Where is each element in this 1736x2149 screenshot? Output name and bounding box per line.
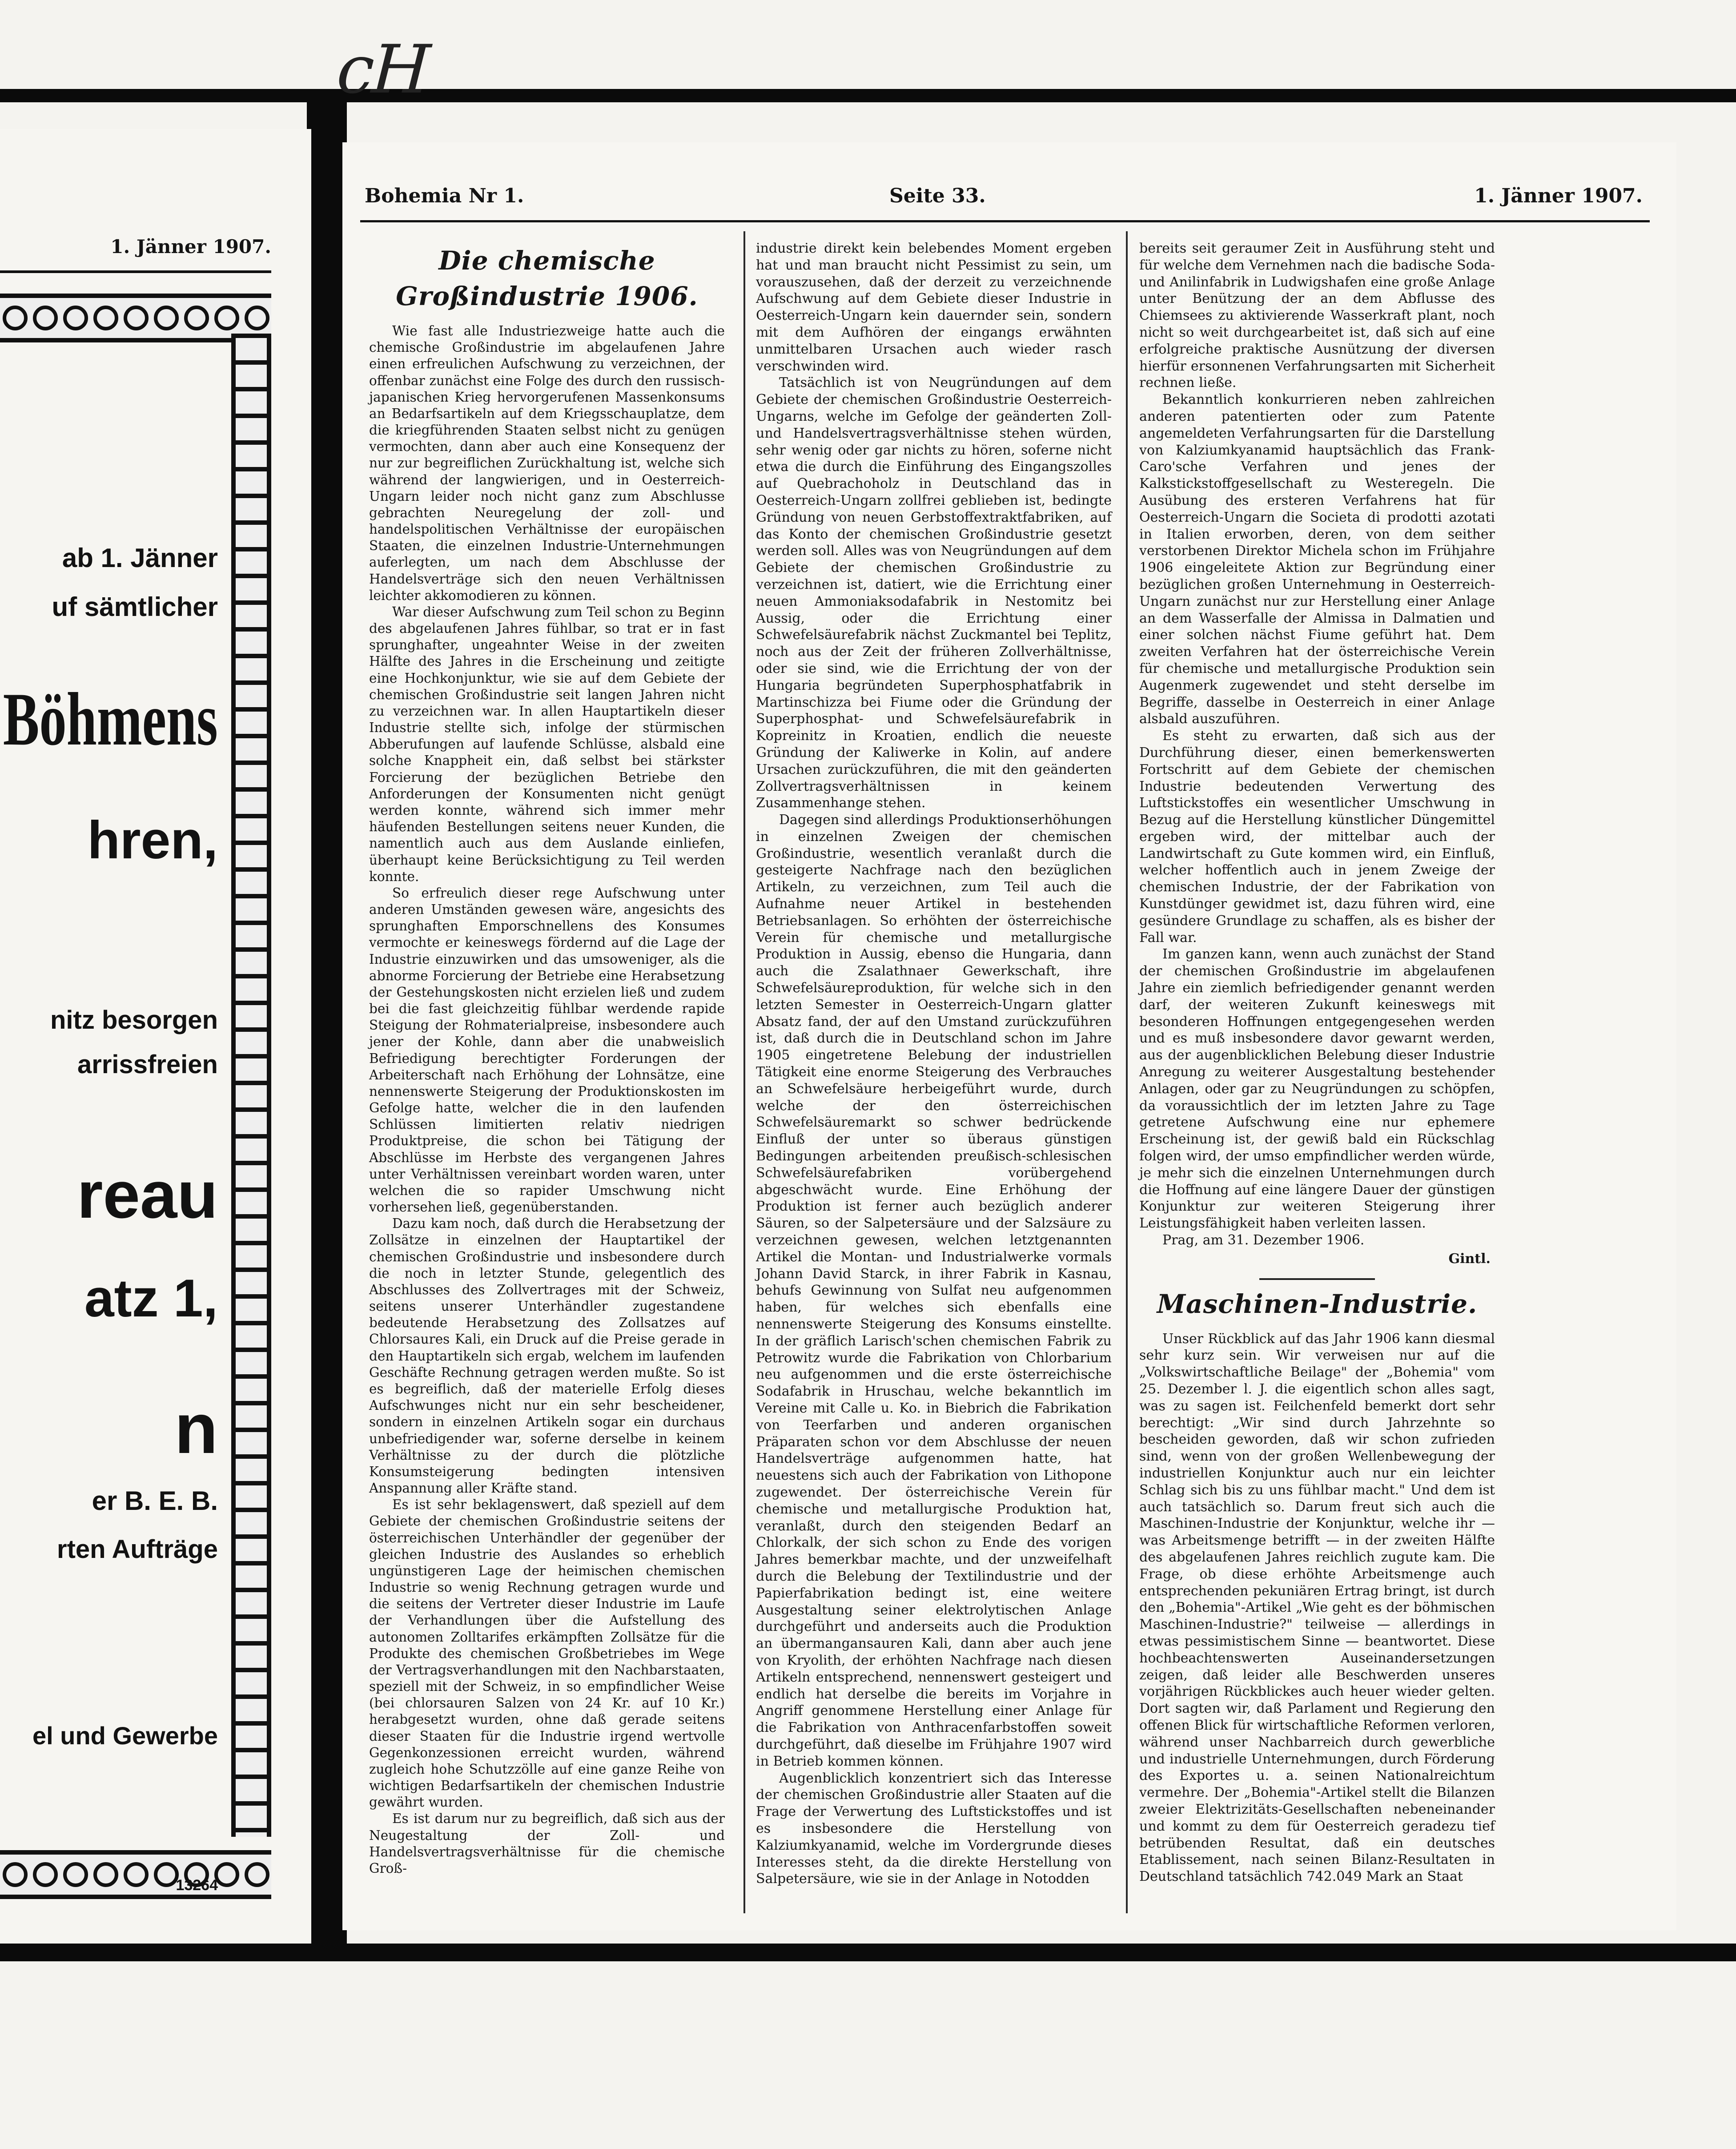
paragraph: Tatsächlich ist von Neugründungen auf dem Gebiete der chemischen Großindustrie Oesterreich-Ungarns, welche im Gefolge der geänderten Zoll- und Handelsvertragsverhältnisse stehen würden, sehr wenig oder gar nichts zu hören, soferne nicht etwa die durch die Einführung des Eingangszolles auf Quebrachoholz in Deutschland das in Oesterreich-Ungarn zollfrei geblieben ist, bedingte Gründung von neuen Gerbstoffextraktfabriken, auf das Konto der chemischen Großindustrie gesetzt werden soll. Alles was von Neugründungen auf dem Gebiete der chemischen Großindustrie zu verzeichnen ist, datiert, wie die Errichtung einer neuen Ammoniaksodafabrik in Nestomitz bei Aussig, oder die Errichtung einer Schwefelsäurefabrik nächst Zuckmantel bei Teplitz, noch aus der Zeit der früheren Zollverhältnisse, oder sie sind, wie die Errichtung der von der Hungaria begründeten Superphosphatfabrik in Martinschizza bei Fiume oder die Gründung der Superphosphat- und Schwefelsäurefabrik in Kopreinitz in Kroatien, endlich die neueste Gründung der Kaliwerke in Kolin, auf andere Ursachen zurückzuführen, die mit den geänderten Zollvertragsverhältnissen in keinem Zusammenhange stehen. [756,375,1112,811]
paragraph: industrie direkt kein belebendes Moment ergeben hat und man braucht nicht Pessimist zu sein, um vorauszusehen, daß der derzeit zu verzeichnende Aufschwung auf dem Gebiete dieser Industrie in Oesterreich-Ungarn kein dauernder sein, sondern mit dem Aufhören der eingangs erwähnten unmittelbaren Ursachen auch wieder rasch verschwinden wird. [756,241,1112,374]
article-title-chemische: Die chemische Großindustrie 1906. [396,245,698,311]
paragraph: Bekanntlich konkurrieren neben zahlreichen anderen patentierten oder zum Patente angemeldeten Verfahrungsarten für die Darstellung von Kalziumkyanamid hauptsächlich das Frank-Caro'sche Verfahren und jenes der Kalkstickstoffgesellschaft zu Westeregeln. Die Ausübung des ersteren Verfahrens hat für Oesterreich-Ungarn die Societa di prodotti azotati in Italien erworben, deren, von dem seither verstorbenen Direktor Michela schon im Frühjahre 1906 eingeleitete Aktion zur Begründung einer bezüglichen großen Unternehmung in Oesterreich-Ungarn zunächst nur zur Herstellung einer Anlage an dem Wasserfalle der Almissa in Dalmatien und einer solchen nächst Fiume geführt hat. Dem zweiten Verfahren hat der österreichische Verein für chemische und metallurgische Produktion sein Augenmerk zugewendet und steht derselbe im Begriffe, dasselbe in Oesterreich in einer Anlage alsbald auszuführen. [1139,392,1495,727]
paragraph: War dieser Aufschwung zum Teil schon zu Beginn des abgelaufenen Jahres fühlbar, so trat er in fast sprunghafter, ungeahnter Weise in der zweiten Hälfte des Jahres in die Erscheinung und zeitigte eine Hochkonjunktur, wie sie auf dem Gebiete der chemischen Großindustrie seit langen Jahren nicht zu verzeichnen war. In allen Hauptartikeln dieser Industrie stellte sich, infolge der stürmischen Abberufungen auf laufende Schlüsse, alsbald eine solche Knappheit ein, daß selbst bei stärkster Forcierung der bezüglichen Betriebe den Anforderungen der Konsumenten nicht genügt werden konnte, während sich immer mehr häufenden Bestellungen seitens neuer Kunden, die namentlich auch aus dem Auslande einliefen, überhaupt keine Berücksichtigung zu Teil werden konnte. [369,604,725,884]
header-masthead: Bohemia Nr 1. [365,185,524,207]
ad-line-11: rten Aufträge [57,1535,218,1564]
header-page-number: Seite 33. [889,185,986,207]
paragraph: Es ist sehr beklagenswert, daß speziell auf dem Gebiete der chemischen Großindustrie seitens der österreichischen Unterhändler der gegenüber der gleichen Industrie des Auslandes so erheblich ungünstigeren Lage der heimischen chemischen Industrie so wenig Rechnung getragen wurde und die seitens der Vertreter dieser Industrie im Laufe der Verhandlungen über die Aufstellung des autonomen Zolltarifes erkämpften Zollsätze für die Produkte des chemischen Großbetriebes im Wege der Vertragsverhandlungen mit den Nachbarstaaten, speziell mit der Schweiz, in so empfindlicher Weise (bei chlorsauren Salzen von 24 Kr. auf 10 Kr.) herabgesetzt wurden, ohne daß gerade seitens dieser Staaten für die Industrie irgend wertvolle Gegenkonzessionen erreicht wurden, während zugleich hohe Schutzzölle auf eine ganze Reihe von wichtigen Bedarfsartikeln der chemischen Industrie gewährt wurden. [369,1497,725,1810]
left-page-rule [0,270,271,273]
ad-line-8: atz 1, [84,1268,218,1328]
ad-line-6: arrissfreien [77,1050,218,1079]
archive-corner-mark: cH [328,31,436,109]
header-date: 1. Jänner 1907. [1474,185,1643,207]
column-rule-2 [1126,231,1128,1913]
left-page-date: 1. Jänner 1907. [110,236,271,258]
article-signature: Gintl. [1448,1251,1491,1267]
article-column-3 [1139,240,1495,1885]
article-signoff: Prag, am 31. Dezember 1906. [1162,1232,1365,1248]
page-header [365,185,1643,216]
article-column-1 [369,240,725,1877]
paragraph: Im ganzen kann, wenn auch zunächst der Stand der chemischen Großindustrie im abgelaufenen Jahre ein ziemlich befriedigender genannt werden darf, der weiteren Zukunft keineswegs mit besonderen Hoffnungen entgegengesehen werden und es muß insbesondere davor gewarnt werden, aus der augenblicklichen Belebung dieser Industrie Anregung zu weiterer Ausgestaltung bestehender Anlagen, oder gar zu Neugründungen zu schöpfen, da voraussichtlich der im letzten Jahre zu Tage getretene Aufschwung eine nur ephemere Erscheinung ist, der gewiß bald ein Rückschlag folgen wird, der umso empfindlicher werden würde, je mehr sich die einzelnen Unternehmungen durch die Hoffnung auf eine längere Dauer der günstigen Konjunktur zur weiteren Steigerung ihrer Leistungsfähigkeit haben verleiten lassen. [1139,946,1495,1231]
paragraph: So erfreulich dieser rege Aufschwung unter anderen Umständen gewesen wäre, angesichts des sprunghaften Emporschnellens des Konsumes vermochte er keineswegs fördernd auf die Lage der Industrie einzuwirken und das umsoweniger, als die abnorme Forcierung der Betriebe eine Herabsetzung der Gestehungskosten nicht erzielen ließ und zudem bei die fast gleichzeitig fühlbar werdende rapide Steigung der Rohmaterialpreise, insbesondere auch jener der Kohle, dann aber die unabweislich Befriedigung berechtigter Forderungen der Arbeiterschaft nach Erhöhung der Lohnsätze, eine nennenswerte Steigerung der Produktionskosten im Gefolge hatte, welcher die in den laufenden Schlüssen limitierten relativ niedrigen Produktpreise, die schon bei Tätigung der Abschlüsse im Herbste des vergangenen Jahres unter Verhältnissen vereinbart worden waren, unter welchen die so rapider Umschwung nicht vorhersehen ließ, gegenüberstanden. [369,885,725,1215]
article-column-2 [756,240,1112,1887]
ad-line-9: n [174,1388,218,1468]
ad-line-10: er B. E. B. [92,1486,218,1516]
paragraph: bereits seit geraumer Zeit in Ausführung steht und für welche dem Vernehmen nach die badische Soda- und Anilinfabrik in Ludwigshafen eine große Anlage unter Benützung der an dem Abflusse des Chiemsees zu aktivierende Wasserkraft plant, noch nicht so weit durchgearbeitet ist, daß sich auf eine erfolgreiche praktische Ausnützung der diversen hierfür ersonnenen Verfahrungsarten mit Sicherheit rechnen ließe. [1139,241,1495,391]
paragraph: Es steht zu erwarten, daß sich aus der Durchführung dieser, einen bemerkenswerten Fortschritt auf dem Gebiete der chemischen Industrie bedeutenden Verwertung des Luftstickstoffes ein wesentlicher Umschwung in Bezug auf die Herstellung künstlicher Düngemittel ergeben wird, der mittelbar auch der Landwirtschaft zu Gute kommen wird, ein Einfluß, welcher hoffentlich auch in jenem Zweige der chemischen Industrie, der der Fabrikation von Kunstdünger gewidmet ist, dazu führen wird, eine gesündere Grundlage zu schaffen, als es bisher der Fall war. [1139,728,1495,946]
ad-line-1: ab 1. Jänner [62,543,218,573]
ad-line-3: Böhmens [3,677,218,761]
ad-number: 13264 [176,1877,218,1894]
scan-gutter [307,98,347,1948]
article-title-maschinen: Maschinen-Industrie. [1157,1288,1478,1319]
paragraph: Dazu kam noch, daß durch die Herabsetzung der Zollsätze in einzelnen der Hauptartikel der chemischen Großindustrie und insbesondere durch die noch in letzter Stunde, gelegentlich des Abschlusses des Zollvertrages mit der Schweiz, seitens unserer Unterhändler zugestandene bedeutende Herabsetzung des Zollsatzes auf Chlorsaures Kali, ein Druck auf die Preise gerade in den Hauptartikeln sich ergab, welchem im laufenden Geschäfte Rechnung getragen werden mußte. So ist es begreiflich, daß der materielle Erfolg dieses Aufschwunges nicht nur ein sehr bescheidener, sondern in einzelnen Artikeln sogar ein durchaus unbefriedigender war, soferne derselbe in keinem Verhältnisse zu der durch die plötzliche Konsumsteigerung bedingten intensiven Anspannung aller Kräfte stand. [369,1216,725,1496]
ornament-band-bottom [0,1850,271,1899]
ad-line-5: nitz besorgen [50,1006,218,1034]
paragraph: Dagegen sind allerdings Produktionserhöhungen in einzelnen Zweigen der chemischen Großindustrie, wesentlich veranlaßt durch die gesteigerte Nachfrage nach den bezüglichen Artikeln, zu verzeichnen, zum Teil auch die Aufnahme neuer Artikel in bestehenden Betriebsanlagen. So erhöhten der österreichische Verein für chemische und metallurgische Produktion in Aussig, ebenso die Hungaria, dann auch die Zsalathnaer Gewerkschaft, ihre Schwefelsäureproduktion, für welche sich in den letzten Semester in Oesterreich-Ungarn glatter Absatz fand, der auf den Umstand zurückzuführen ist, daß durch die in Deutschland schon im Jahre 1905 eingetretene Belebung der industriellen Tätigkeit eine enorme Steigerung des Verbrauches an Schwefelsäure herbeigeführt wurde, durch welche der den österreichischen Schwefelsäuremarkt so schwer bedrückende Einfluß der unter so überaus günstigen Bedingungen arbeitenden preußisch-schlesischen Schwefelsäurefabriken vorübergehend abgeschwächt wurde. Eine Erhöhung der Produktion ist ferner auch bezüglich anderer Säuren, so der Salpetersäure und der Salzsäure zu verzeichnen gewesen, welchen letztgenannten Artikel die Montan- und Industrialwerke vormals Johann David Starck, in ihrer Fabrik in Kasnau, behufs Gewinnung von Sulfat neu aufgenommen haben, für welches sich ebenfalls eine nennenswerte Steigerung des Konsums einstellte. In der gräflich Larisch'schen chemischen Fabrik zu Petrowitz wurde die Fabrikation von Chlorbarium neu aufgenommen und die erste österreichische Sodafabrik in Hruschau, welche bekanntlich im Vereine mit Calle u. Ko. in Biebrich die Fabrikation von Teerfarben und anderen organischen Präparaten schon vor dem Abschlusse der neuen Handelsverträge aufgenommen hatte, hat neuestens sich auch der Fabrikation von Lithopone zugewendet. Der österreichische Verein für chemische und metallurgische Produktion hat, veranlaßt, durch den steigenden Bedarf an Chlorkalk, der sich schon zu Ende des vorigen Jahres bemerkbar machte, und der unzweifelhaft durch die Belebung der Textilindustrie und der Papierfabrikation bedingt ist, eine weitere Ausgestaltung seiner elektrolytischen Anlage durchgeführt und anderseits auch die Produktion an übermangansauren Kali, dann aber auch jene von Kryolith, der erhöhten Nachfrage nach diesen Artikeln entsprechend, nennenswert gesteigert und endlich hat derselbe die bereits im Vorjahre in Angriff genommene Herstellung einer Anlage für die Fabrikation von Anthracenfarbstoffen soweit durchgeführt, daß dieselbe im Frühjahre 1907 wird in Betrieb kommen können. [756,812,1112,1769]
ad-line-2: uf sämtlicher [52,592,218,622]
paragraph: Augenblicklich konzentriert sich das Interesse der chemischen Großindustrie aller Staaten auf die Frage der Verwertung des Luftstickstoffes und ist es insbesondere die Herstellung von Kalziumkyanamid, welche im Vordergrunde dieses Interesses steht, da die direkte Herstellung von Salpetersäure, wie sie in der Anlage in Notodden [756,1770,1112,1887]
ad-line-4: hren, [87,810,218,870]
paragraph: Unser Rückblick auf das Jahr 1906 kann diesmal sehr kurz sein. Wir verweisen nur auf die „Volkswirtschaftliche Beilage" der „Bohemia" vom 25. Dezember l. J. die eigentlich schon alles sagt, was zu sagen ist. Feilchenfeld bemerkt dort sehr berechtigt: „Wir sind durch Jahrzehnte so bescheiden geworden, daß wir schon zufrieden sind, wenn von der großen Wellenbewegung der industriellen Konjunktur auch nur ein leichter Schlag sich bis zu uns fühlbar macht." Und dem ist auch tatsächlich so. Darum freut sich auch die Maschinen-Industrie der Konjunktur, welche ihr — was Arbeitsmenge betrifft — in der zweiten Hälfte des abgelaufenen Jahres reichlich zugute kam. Die Frage, ob diese erhöhte Arbeitsmenge auch entsprechenden pekuniären Ertrag bringt, ist durch den „Bohemia"-Artikel „Wie geht es der böhmischen Maschinen-Industrie?" teilweise — allerdings in etwas pessimistischem Sinne — beantwortet. Diese hochbeachtenswerten Auseinandersetzungen zeigen, daß leider alle Beschwerden unseres vorjährigen Rückblickes auch heuer wieder gelten. Dort sagten wir, daß Parlament und Regierung den offenen Blick für wirtschaftliche Reformen verloren, während unser Nachbarreich durch gewerbliche und industrielle Unternehmungen, durch Förderung des Exportes u. a. seinen Nationalreichtum vermehre. Der „Bohemia"-Artikel stellt die Bilanzen zweier Elektrizitäts-Gesellschaften nebeneinander und kommt zu dem für Oesterreich geradezu tief betrübenden Resultat, daß ein deutsches Etablissement, nach seinen Bilanz-Resultaten in Deutschland tatsächlich 742.049 Mark an Staat [1139,1331,1495,1885]
left-adjacent-page [0,129,311,1944]
header-rule [360,220,1650,222]
scan-border-bottom [0,1944,1736,1961]
ad-line-12: el und Gewerbe [32,1722,218,1750]
column-rule-1 [743,231,745,1913]
paragraph: Wie fast alle Industriezweige hatte auch die chemische Großindustrie im abgelaufenen Jahre einen erfreulichen Aufschwung zu verzeichnen, der offenbar zunächst eine Folge des durch den russisch-japanischen Krieg hervorgerufenen Massenkonsums an Bedarfsartikeln auf dem Kriegsschauplatze, dem die kriegführenden Staaten selbst nicht zu genügen vermochten, dann aber auch eine Konsequenz der nur zur begreiflichen Zurückhaltung ist, welche sich während der langwierigen, und in Oesterreich-Ungarn leider noch nicht ganz zum Abschlusse gebrachten Neuregelung der zoll- und handelspolitischen Verhältnisse der europäischen Staaten, die einzelnen Industrie-Unternehmungen auferlegten, um nach dem Abschlusse der Handelsverträge sich den neuen Verhältnissen leichter akkomodieren zu können. [369,323,725,603]
paragraph: Es ist darum nur zu begreiflich, daß sich aus der Neugestaltung der Zoll- und Handelsvertragsverhältnisse für die chemische Groß- [369,1811,725,1876]
article-separator [1259,1278,1375,1280]
scan-border-top [0,89,1736,102]
ad-line-7: reau [77,1157,218,1232]
ornament-border-right [231,334,271,1837]
ornament-band-top [0,294,271,342]
